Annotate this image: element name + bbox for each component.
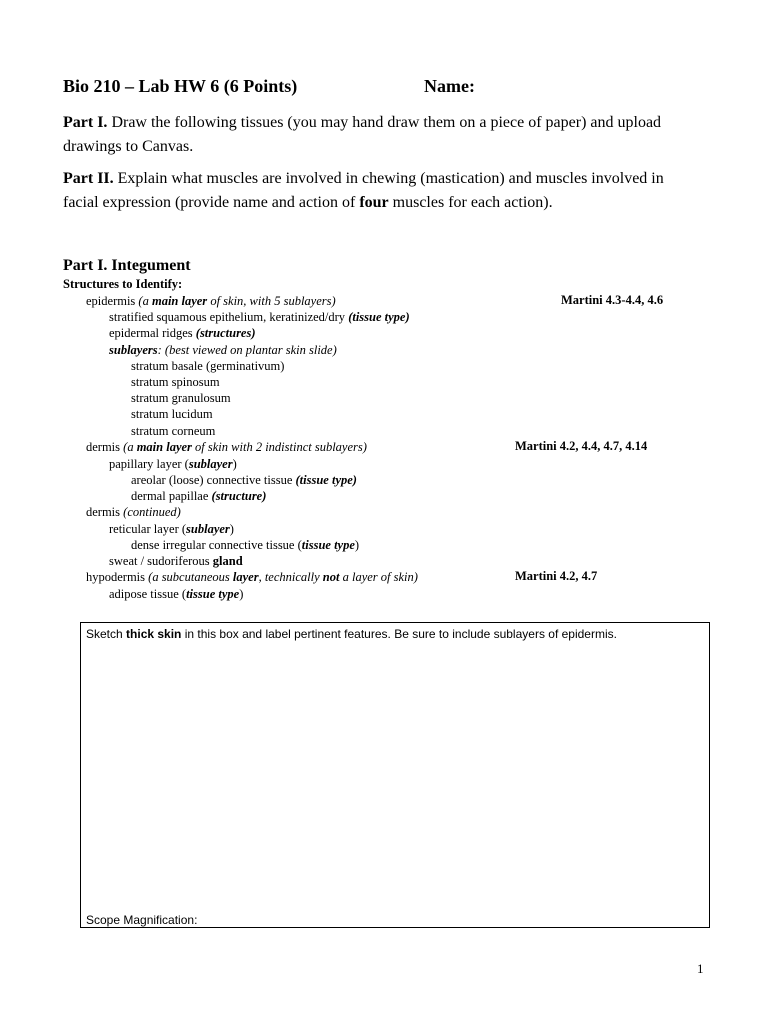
- list-item: papillary layer (sublayer): [109, 457, 237, 471]
- reference-dermis: Martini 4.2, 4.4, 4.7, 4.14: [515, 439, 648, 453]
- list-item-dermis: dermis (a main layer of skin with 2 indistinct sublayers): [86, 440, 367, 454]
- part1-text: Draw the following tissues (you may hand draw them on a piece of paper) and upload drawings to Canvas.: [63, 114, 662, 155]
- list-item: adipose tissue (tissue type): [109, 587, 244, 601]
- part2-bold: four: [359, 194, 389, 211]
- part2-text-b: muscles for each action).: [388, 194, 553, 211]
- list-item-stratum: stratum lucidum: [131, 407, 213, 421]
- sketch-instructions: Sketch thick skin in this box and label pertinent features. Be sure to include sublayers of epidermis.: [86, 627, 617, 641]
- list-item-stratum: stratum corneum: [131, 424, 216, 438]
- list-item: dense irregular connective tissue (tissue type): [131, 538, 360, 552]
- list-item: epidermal ridges (structures): [109, 326, 256, 340]
- sketch-box[interactable]: [80, 622, 710, 928]
- list-item-hypodermis: hypodermis (a subcutaneous layer, technically not a layer of skin): [86, 570, 418, 584]
- list-item: reticular layer (sublayer): [109, 522, 234, 536]
- section-heading: Part I. Integument: [63, 257, 191, 274]
- list-item-epidermis: epidermis (a main layer of skin, with 5 sublayers): [86, 294, 336, 308]
- part1-instructions: [63, 111, 703, 159]
- list-item: sweat / sudoriferous gland: [109, 554, 243, 568]
- part1-label: Part I.: [63, 114, 108, 131]
- list-item: stratified squamous epithelium, keratinized/dry (tissue type): [109, 310, 410, 324]
- section-subheading: Structures to Identify:: [63, 277, 183, 291]
- reference-epidermis: Martini 4.3-4.4, 4.6: [561, 293, 664, 307]
- list-item: dermal papillae (structure): [131, 489, 267, 503]
- part2-text-a: Explain what muscles are involved in chewing (mastication) and muscles involved in facial expression (provide name and action of: [63, 170, 664, 211]
- part2-label: Part II.: [63, 170, 114, 187]
- page-number: 1: [697, 961, 704, 976]
- list-item: sublayers: (best viewed on plantar skin slide): [109, 343, 337, 357]
- scope-magnification-label: Scope Magnification:: [86, 913, 198, 927]
- list-item-stratum: stratum basale (germinativum): [131, 359, 285, 373]
- name-label: Name:: [424, 76, 475, 96]
- part2-instructions: [63, 167, 703, 215]
- reference-hypodermis: Martini 4.2, 4.7: [515, 569, 598, 583]
- list-item-dermis-continued: dermis (continued): [86, 505, 181, 519]
- list-item: areolar (loose) connective tissue (tissue type): [131, 473, 357, 487]
- list-item-stratum: stratum granulosum: [131, 391, 231, 405]
- list-item-stratum: stratum spinosum: [131, 375, 220, 389]
- doc-title: Bio 210 – Lab HW 6 (6 Points): [63, 76, 298, 96]
